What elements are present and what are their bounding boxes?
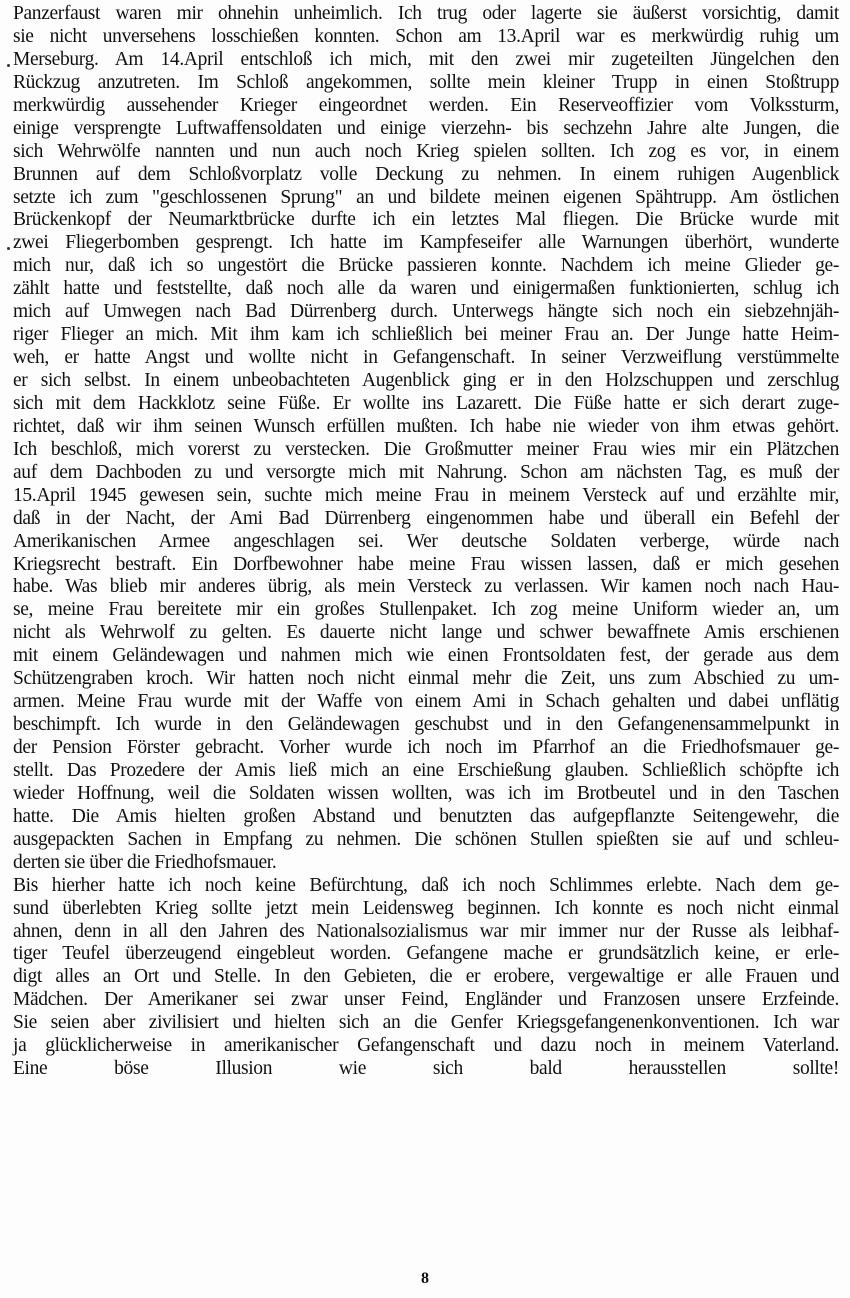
text-line: stellt. Das Prozedere der Amis ließ mich an eine Erschießung glauben. Schließlich schöpfte ich: [13, 759, 839, 781]
text-line: daß in der Nacht, der Ami Bad Dürrenberg eingenommen habe und überall ein Befehl der: [13, 507, 839, 529]
text-line: Mädchen. Der Amerikaner sei zwar unser Feind, Engländer und Franzosen unsere Erzfeinde.: [13, 989, 839, 1011]
text-line: weh, er hatte Angst und wollte nicht in Gefangenschaft. In seiner Verzweiflung verstümmelte: [13, 347, 839, 369]
text-line: Panzerfaust waren mir ohnehin unheimlich. Ich trug oder lagerte sie äußerst vorsichtig, damit: [13, 3, 839, 24]
text-line: setzte ich zum "geschlossenen Sprung" an und bildete meinen eigenen Spähtrupp. Am östlichen: [13, 186, 839, 208]
text-line: Brunnen auf dem Schloßvorplatz volle Deckung zu nehmen. In einem ruhigen Augenblick: [13, 163, 839, 185]
text-line: Bis hierher hatte ich noch keine Befürchtung, daß ich noch Schlimmes erlebte. Nach dem ge-: [13, 874, 839, 896]
text-line: Schützengraben kroch. Wir hatten noch nicht einmal mehr die Zeit, uns zum Abschied zu um-: [13, 668, 839, 690]
text-line: sund überlebten Krieg sollte jetzt mein Leidensweg beginnen. Ich konnte es noch nicht einmal: [13, 897, 839, 919]
text-line: einige versprengte Luftwaffensoldaten und einige vierzehn- bis sechzehn Jahre alte Jungen, die: [13, 117, 839, 139]
text-line: Rückzug anzutreten. Im Schloß angekommen, sollte mein kleiner Trupp in einen Stoßtrupp: [13, 71, 839, 93]
body-text: [13, 3, 839, 1081]
text-line: mich auf Umwegen nach Bad Dürrenberg durch. Unterwegs hängte sich noch ein siebzehnjäh-: [13, 301, 839, 323]
text-line: Eine böse Illusion wie sich bald herausstellen sollte!: [13, 1058, 839, 1080]
page-number: 8: [421, 1270, 429, 1287]
text-line: habe. Was blieb mir anderes übrig, als mein Versteck zu verlassen. Wir kamen noch nach Hau-: [13, 576, 839, 598]
text-line: er sich selbst. In einem unbeobachteten Augenblick ging er in den Holzschuppen und zerschlug: [13, 370, 839, 391]
text-line: riger Flieger an mich. Mit ihm kam ich schließlich bei meiner Frau an. Der Junge hatte Heim-: [13, 324, 839, 346]
text-line: ja glücklicherweise in amerikanischer Gefangenschaft und dazu noch in meinem Vaterland.: [13, 1035, 839, 1057]
text-line: 15.April 1945 gewesen sein, suchte mich meine Frau in meinem Versteck auf und erzählte mir,: [13, 484, 839, 506]
text-line: derten sie über die Friedhofsmauer.: [13, 851, 277, 873]
text-line: ausgepackten Sachen in Empfang zu nehmen. Die schönen Stullen spießten sie auf und schleu-: [13, 828, 839, 850]
text-line: nicht als Wehrwolf zu gelten. Es dauerte nicht lange und schwer bewaffnete Amis erschienen: [13, 622, 839, 644]
text-line: ahnen, denn in all den Jahren des Nationalsozialismus war mir immer nur der Russe als leibhaf-: [13, 920, 839, 942]
text-line: Kriegsrecht bestraft. Ein Dorfbewohner habe meine Frau wissen lassen, daß er mich gesehen: [13, 553, 839, 575]
text-line: sie nicht unversehens losschießen konnten. Schon am 13.April war es merkwürdig ruhig um: [13, 25, 839, 47]
text-line: hatte. Die Amis hielten großen Abstand und benutzten das aufgepflanzte Seitengewehr, die: [13, 805, 839, 827]
text-line: Sie seien aber zivilisiert und hielten sich an die Genfer Kriegsgefangenenkonventionen. Ich war: [13, 1012, 839, 1034]
margin-mark: [7, 247, 10, 250]
margin-mark: [7, 64, 10, 67]
text-line: zählt hatte und feststellte, daß noch alle da waren und einigermaßen funktionierten, schlug ich: [13, 278, 839, 300]
text-line: sich Wehrwölfe nannten und nun auch noch Krieg spielen sollten. Ich zog es vor, in einem: [13, 140, 839, 162]
text-line: armen. Meine Frau wurde mit der Waffe von einem Ami in Schach gehalten und dabei unflätig: [13, 691, 839, 713]
text-line: se, meine Frau bereitete mir ein großes Stullenpaket. Ich zog meine Uniform wieder an, um: [13, 599, 839, 621]
text-line: wieder Hoffnung, weil die Soldaten wissen wollten, was ich im Brotbeutel und in den Taschen: [13, 782, 839, 804]
text-line: zwei Fliegerbomben gesprengt. Ich hatte im Kampfeseifer alle Warnungen überhört, wunderte: [13, 232, 839, 254]
text-line: tiger Teufel überzeugend eingebleut worden. Gefangene mache er grundsätzlich keine, er erle-: [13, 943, 839, 965]
text-line: auf dem Dachboden zu und versorgte mich mit Nahrung. Schon am nächsten Tag, es muß der: [13, 461, 839, 483]
text-line: digt alles an Ort und Stelle. In den Gebieten, die er erobere, vergewaltige er alle Frauen und: [13, 966, 839, 988]
text-line: mit einem Geländewagen und nahmen mich wie einen Frontsoldaten fest, der gerade aus dem: [13, 645, 839, 667]
text-line: Merseburg. Am 14.April entschloß ich mich, mit den zwei mir zugeteilten Jüngelchen den: [13, 48, 839, 70]
text-line: Amerikanischen Armee angeschlagen sei. Wer deutsche Soldaten verberge, würde nach: [13, 530, 839, 552]
text-line: beschimpft. Ich wurde in den Geländewagen geschubst und in den Gefangenensammelpunkt in: [13, 714, 839, 736]
text-line: der Pension Förster gebracht. Vorher wurde ich noch im Pfarrhof an die Friedhofsmauer ge-: [13, 737, 839, 758]
text-line: Ich beschloß, mich vorerst zu verstecken. Die Großmutter meiner Frau wies mir ein Plätzchen: [13, 438, 839, 460]
text-line: mich nur, daß ich so ungestört die Brücke passieren konnte. Nachdem ich meine Glieder ge-: [13, 255, 839, 277]
text-line: sich mit dem Hackklotz seine Füße. Er wollte ins Lazarett. Die Füße hatte er sich derart zuge-: [13, 392, 839, 414]
text-line: richtet, daß wir ihm seinen Wunsch erfüllen mußten. Ich habe nie wieder von ihm etwas gehört.: [13, 415, 839, 437]
text-line: merkwürdig aussehender Krieger eingeordnet werden. Ein Reserveoffizier vom Volkssturm,: [13, 94, 839, 116]
text-line: Brückenkopf der Neumarktbrücke durfte ich ein letztes Mal fliegen. Die Brücke wurde mit: [13, 209, 839, 231]
